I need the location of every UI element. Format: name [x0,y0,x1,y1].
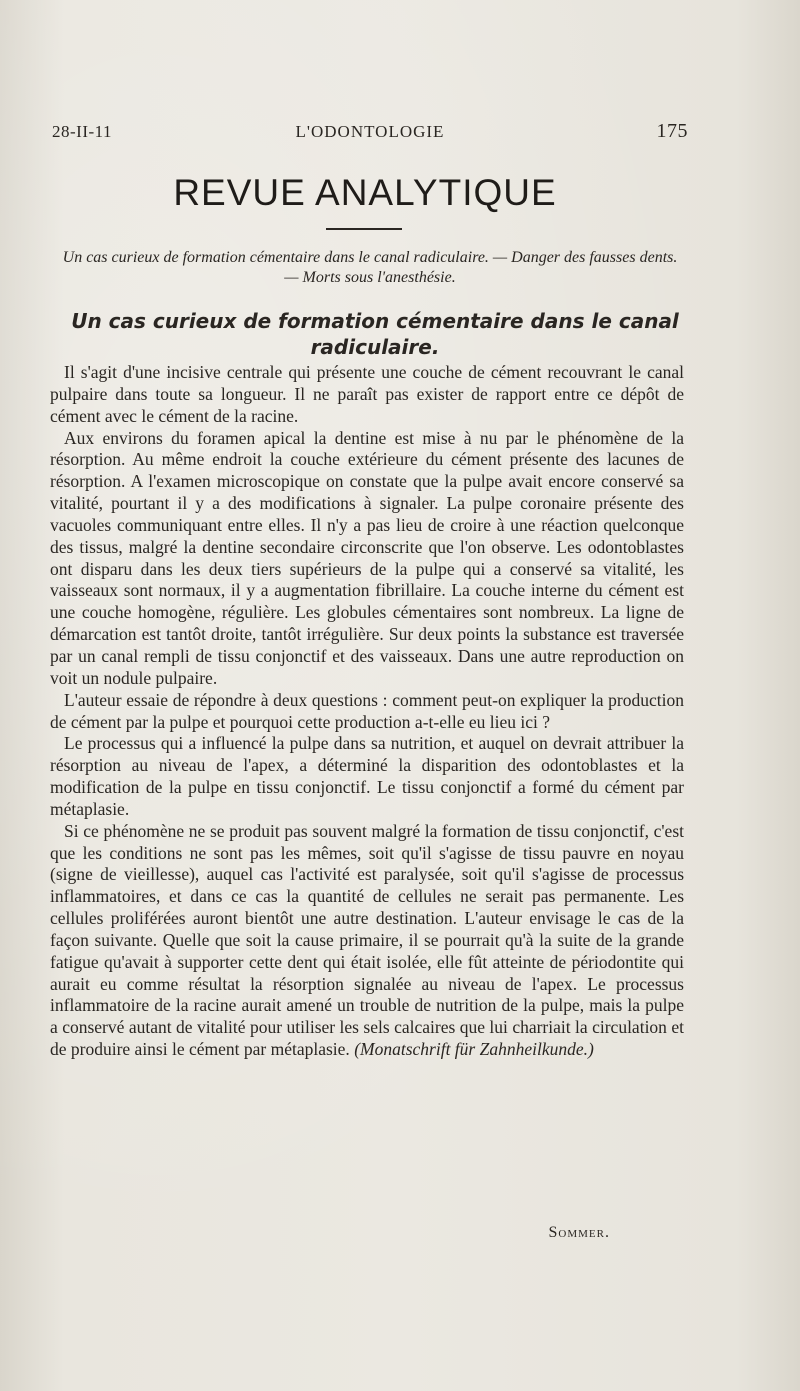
paragraph-1: Il s'agit d'une incisive centrale qui présente une couche de cément recouvrant le canal pulpaire dans toute sa longueur. Il ne paraît pas exister de rapport entre ce dépôt de cément avec le cément de la racine. [50,362,684,426]
paragraph-3: L'auteur essaie de répondre à deux questions : comment peut-on expliquer la production de cément par la pulpe et pourquoi cette production a-t-elle eu lieu ici ? [50,689,684,732]
title-divider [326,228,402,230]
source-citation: (Monatschrift für Zahnheilkunde.) [354,1039,594,1060]
page-number: 175 [656,120,688,142]
paragraph-4: Le processus qui a influencé la pulpe dans sa nutrition, et auquel on devrait attribuer la résorption au niveau de l'apex, a déterminé la disparition des odontoblastes et la modification de la pulpe en tissu conjonctif. Le tissu conjonctif a formé du cément par métaplasie. [50,733,684,819]
running-header [52,118,688,148]
page-title: REVUE ANALYTIQUE [173,172,557,213]
section-title: Un cas curieux de formation cémentaire dans le canal radiculaire. [71,309,679,359]
issue-date: 28-II-11 [52,122,113,141]
paragraph-5-text: Si ce phénomène ne se produit pas souvent malgré la formation de tissu conjonctif, c'est que les conditions ne sont pas les mêmes, soit qu'il s'agisse de tissu pauvre en noyau (signe de vieillesse), auquel cas l'activité est paralysée, soit qu'il s'agisse de processus inflammatoires, et dans ce cas la quantité de cellules ne serait pas permanente. Les cellules proliférées auront bientôt une autre destination. L'auteur envisage le cas de la façon suivante. Quelle que soit la cause primaire, il se pourrait qu'à la suite de la grande fatigue qu'avait à supporter cette dent qui était isolée, elle fût atteinte de périodontite qui aurait eu comme résultat la résorption signalée au niveau de l'apex. Le processus inflammatoire de la racine aurait amené un trouble de nutrition de la pulpe, mais la pulpe a conservé autant de vitalité pour utiliser les sels calcaires que lui charriait la circulation et de produire ainsi le cément par métaplasie. [50,820,684,1060]
journal-title: L'ODONTOLOGIE [295,122,445,141]
author-signature: Sommer. [548,1224,610,1241]
article-summary: Un cas curieux de formation cémentaire dans le canal radiculaire. — Danger des fausses dents. — Morts sous l'anesthésie. [62,249,678,286]
paragraph-2: Aux environs du foramen apical la dentine est mise à nu par le phénomène de la résorption. Au même endroit la couche extérieure du cément présente des lacunes de résorption. A l'examen microscopique on constate que la pulpe avait encore conservé sa vitalité, pourtant il y a des modifications à signaler. La pulpe coronaire présente des vacuoles communiquant entre elles. Il n'y a pas lieu de croire à une réaction quelconque des tissus, malgré la dentine secondaire circonscrite que l'on observe. Les odontoblastes ont disparu dans les deux tiers supérieurs de la pulpe qui a conservé sa vitalité, les vaisseaux sont normaux, il y a augmentation fibrillaire. La couche interne du cément est une couche homogène, régulière. Les globules cémentaires sont nombreux. La ligne de démarcation est tantôt droite, tantôt irrégulière. Sur deux points la substance est traversée par un canal rempli de tissu conjonctif et des vaisseaux. Dans une autre reproduction on voit un nodule pulpaire. [50,427,684,688]
paragraph-5 [50,821,684,1061]
article-body [50,362,684,1061]
